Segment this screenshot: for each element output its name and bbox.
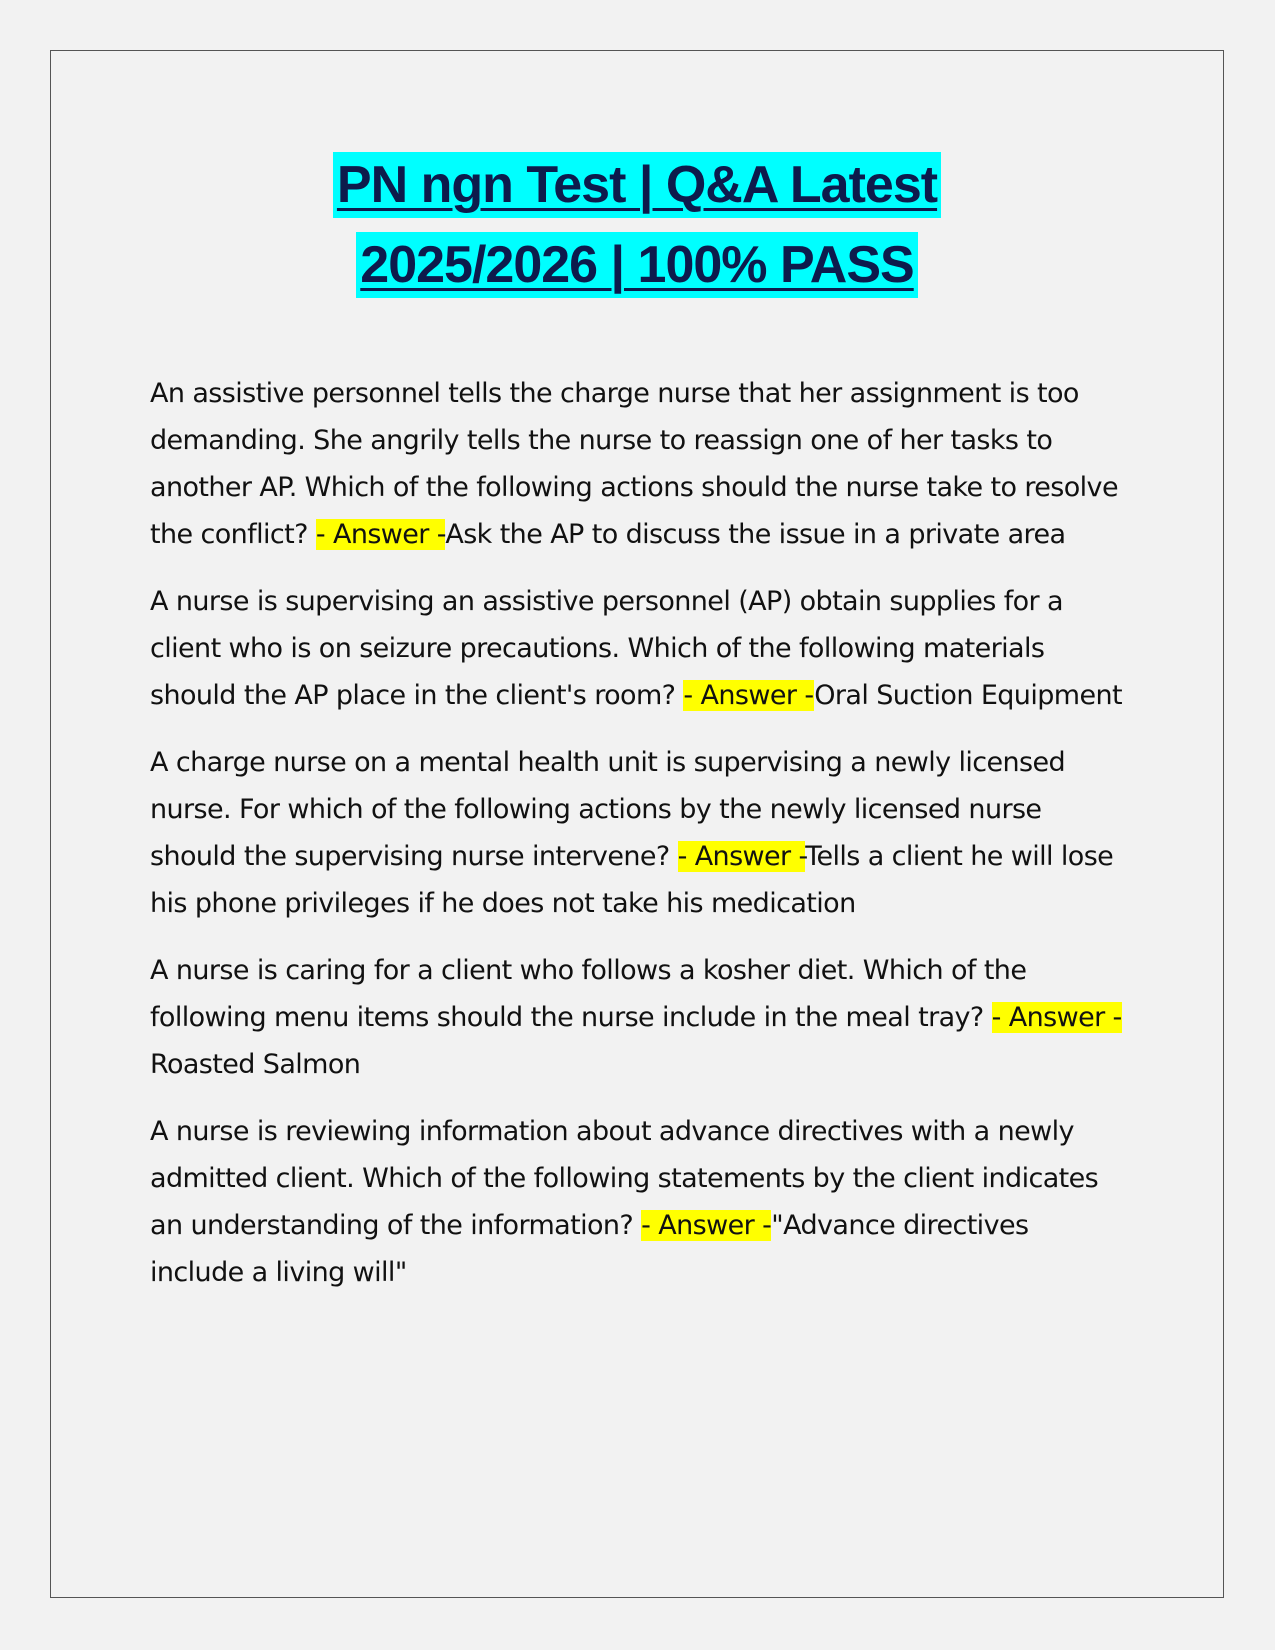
- qa-list: [150, 370, 1130, 1316]
- question-text: A nurse is supervising an assistive personnel (AP) obtain supplies for a client who is on seizure precautions. Which of the following materials should the AP place in the client's room?: [150, 586, 1063, 711]
- answer-text: Roasted Salmon: [150, 1049, 361, 1080]
- answer-label: - Answer -: [991, 1002, 1122, 1033]
- question-text: A charge nurse on a mental health unit is supervising a newly licensed nurse. For which of the following actions by the newly licensed nurse should the supervising nurse intervene?: [150, 747, 1066, 872]
- title-line-1: PN ngn Test | Q&A Latest: [333, 152, 941, 218]
- answer-label: - Answer -: [683, 680, 815, 711]
- answer-text: Ask the AP to discuss the issue in a private area: [445, 519, 1066, 550]
- answer-text: "Advance directives include a living will": [150, 1210, 1029, 1288]
- answer-label: - Answer -: [677, 841, 806, 872]
- qa-item-1: [150, 370, 1130, 558]
- qa-item-3: [150, 739, 1130, 927]
- question-text: An assistive personnel tells the charge nurse that her assignment is too demanding. She angrily tells the nurse to reassign one of her tasks to another AP. Which of the following actions should the nurse take to resolve the conflict?: [150, 378, 1118, 550]
- question-text: A nurse is reviewing information about advance directives with a newly admitted client. Which of the following statements by the client indicates an understanding of the information?: [150, 1116, 1099, 1241]
- qa-item-2: [150, 578, 1130, 719]
- answer-text: Oral Suction Equipment: [814, 680, 1122, 711]
- qa-item-5: [150, 1108, 1130, 1296]
- answer-text: Tells a client he will lose his phone privileges if he does not take his medication: [150, 841, 1114, 919]
- title-line-2: 2025/2026 | 100% PASS: [356, 232, 917, 298]
- question-text: A nurse is caring for a client who follows a kosher diet. Which of the following menu items should the nurse include in the meal tray?: [150, 955, 1027, 1033]
- qa-item-4: [150, 947, 1130, 1088]
- answer-label: - Answer -: [315, 519, 446, 550]
- answer-label: - Answer -: [641, 1210, 772, 1241]
- document-title: [50, 145, 1224, 305]
